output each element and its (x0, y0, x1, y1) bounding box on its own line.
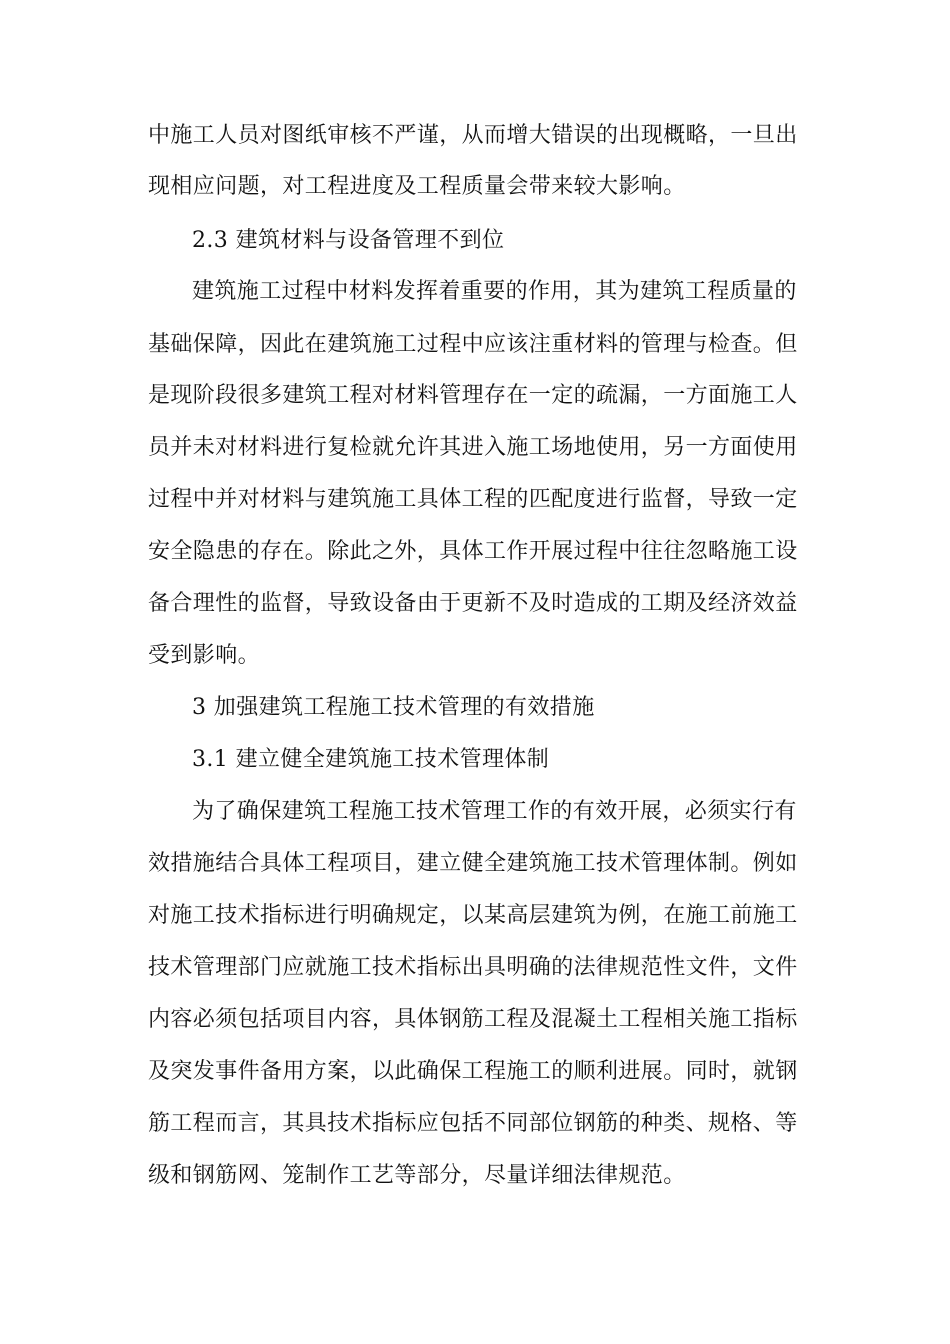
paragraph-line: 安全隐患的存在。除此之外，具体工作开展过程中往往忽略施工设 (148, 539, 798, 564)
paragraph-line: 员并未对材料进行复检就允许其进入施工场地使用，另一方面使用 (148, 435, 798, 460)
paragraph-line: 及突发事件备用方案，以此确保工程施工的顺利进展。同时，就钢 (148, 1059, 798, 1084)
paragraph-line: 是现阶段很多建筑工程对材料管理存在一定的疏漏，一方面施工人 (148, 383, 798, 408)
section-heading-3-1: 3.1 建立健全建筑施工技术管理体制 (192, 747, 550, 772)
paragraph-line: 效措施结合具体工程项目，建立健全建筑施工技术管理体制。例如 (148, 851, 798, 876)
paragraph-line: 筋工程而言，其具技术指标应包括不同部位钢筋的种类、规格、等 (148, 1111, 798, 1136)
paragraph-line: 内容必须包括项目内容，具体钢筋工程及混凝土工程相关施工指标 (148, 1007, 798, 1032)
paragraph-line: 现相应问题，对工程进度及工程质量会带来较大影响。 (148, 174, 686, 199)
paragraph-line: 技术管理部门应就施工技术指标出具明确的法律规范性文件，文件 (148, 955, 798, 980)
section-heading-3: 3 加强建筑工程施工技术管理的有效措施 (192, 695, 595, 720)
paragraph-line: 级和钢筋网、笼制作工艺等部分，尽量详细法律规范。 (148, 1163, 686, 1188)
paragraph-line: 建筑施工过程中材料发挥着重要的作用，其为建筑工程质量的 (192, 279, 797, 304)
section-heading-2-3: 2.3 建筑材料与设备管理不到位 (192, 228, 505, 253)
paragraph-line: 受到影响。 (148, 643, 261, 668)
paragraph-line: 备合理性的监督，导致设备由于更新不及时造成的工期及经济效益 (148, 591, 798, 616)
paragraph-line: 基础保障，因此在建筑施工过程中应该注重材料的管理与检查。但 (148, 332, 798, 357)
paragraph-line: 对施工技术指标进行明确规定，以某高层建筑为例，在施工前施工 (148, 903, 798, 928)
paragraph-line: 中施工人员对图纸审核不严谨，从而增大错误的出现概略，一旦出 (148, 123, 798, 148)
paragraph-line: 为了确保建筑工程施工技术管理工作的有效开展，必须实行有 (192, 799, 797, 824)
paragraph-line: 过程中并对材料与建筑施工具体工程的匹配度进行监督，导致一定 (148, 487, 798, 512)
